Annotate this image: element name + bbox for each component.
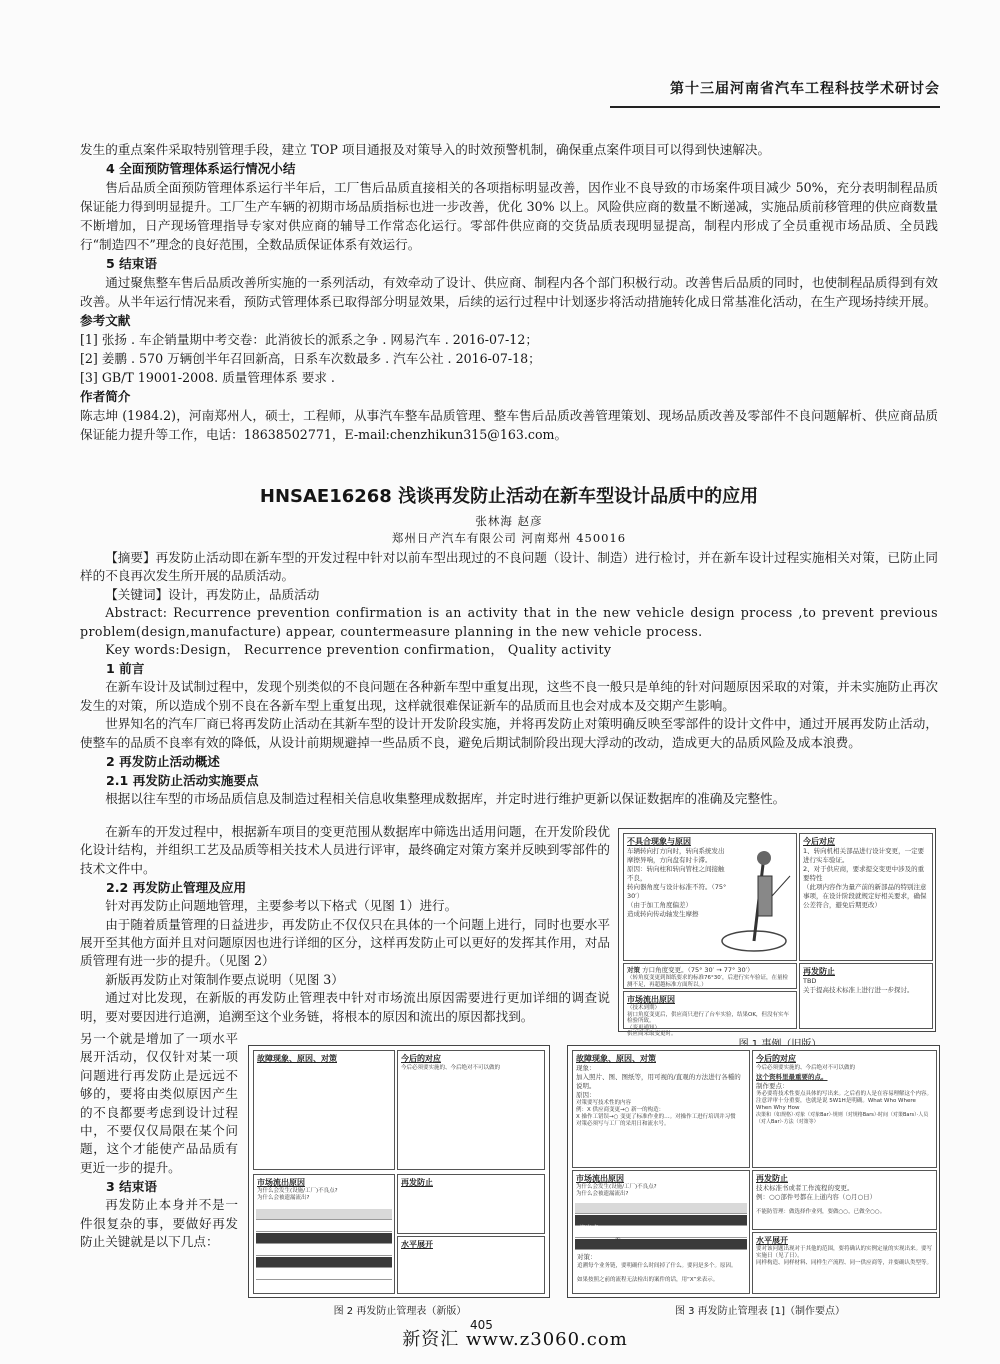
fig2-market-cell: 市场流出原因 为什么会发生(设施/工厂)不良点? 为什么会被遗漏流出? [253, 1174, 395, 1294]
paragraph: 通过聚焦整车售后品质改善所实施的一系列活动，有效牵动了设计、供应商、制程内各个部门积极行动。改善售后品质的同时，也使制程品质得到有效改善。从半年运行情况来看，预防式管理体系已取得部分明显效果，后续的运行过程中计划逐步将活动措施转化成日常基准化活动，在生产现场持续开展。 [80, 275, 938, 309]
section-heading: 5 结束语 [106, 256, 157, 271]
paragraph: 由于随着质量管理的日益进步，再发防止不仅仅只在具体的一个问题上进行，同时也要水平展开至其他方面并且对问题原因也进行详细的区分，这样再发防止可以更好的发挥其作用，对品质管理有进一步的提升。（见图 2） [80, 916, 610, 969]
conference-header: 第十三届河南省汽车工程科技学术研讨会 [670, 81, 940, 97]
reference-item: [2] 姜鹏 . 570 万辆创半年召回新高，日系车次数最多 . 汽车公社 . 2016-07-18； [80, 351, 541, 366]
steering-diagram [724, 846, 794, 956]
fig2-horizontal-cell: 水平展开 [397, 1236, 545, 1294]
section-heading: 1 前言 [106, 661, 145, 677]
keywords-cn: 【关键词】设计，再发防止，品质活动 [105, 586, 320, 602]
fig3-horizontal-cell: 水平展开 要对该问题出现对于其他的范围，要将确认的实例定量的实现出来。要写实施日（见了日）。 同样构造、同样材料、同样生产流程、同一供应商等，并要确认类型等。 [752, 1232, 937, 1294]
fig1-phenomenon-cell: 不具合现象与原因 车辆转向打方向时，转向系统发出摩擦异响，方向盘有时卡滞。 原因：转向柱和转向管柱之间接触不良， 转向器角度与设计标准不符。（75° 30′） （由于加工角度偏差） 造成转向传动轴发生摩擦 [623, 833, 797, 961]
paragraph: 根据以往车型的市场品质信息及制造过程相关信息收集整理成数据库，并定时进行维护更新以保证数据库的准确及完整性。 [105, 791, 786, 807]
fig3-market-cell: 市场流出原因 为什么会发生(设施/工厂)不良点? 为什么会被遗漏流出? 流出点 对策： 追溯每个业务链，要明确什么时间掉了什么。要问是多个。原因。 如果按照之前的流程无法检出的案件的话，用“X”来表示。 [572, 1170, 750, 1294]
fig3-prevention-cell: 再发防止 技术标准书或者工作流程的变更。 例：○○部件号都在上道内容（○月○日） 不能防管理：做选择作业列，要做○○，已做全○○。 [752, 1170, 937, 1230]
section-heading: 3 结束语 [106, 1179, 157, 1195]
figure-3-caption: 图 3 再发防止管理表 [1]（制作要点） [674, 1306, 846, 1317]
watermark: 新资汇 www.z3060.com [402, 1329, 628, 1350]
author-bio-heading: 作者简介 [80, 389, 131, 404]
paragraph: 另一个就是增加了一项水平展开活动，仅仅针对某一项问题进行再发防止是远远不够的，要将由类似原因产生的不良都要考虑到设计过程中，不要仅仅局限在某个问题，这个才能使产品品质有更近一步的提升。 [80, 1031, 238, 1175]
paragraph: 针对再发防止问题地管理，主要参考以下格式（见图 1）进行。 [105, 898, 458, 914]
reference-item: [1] 张扬 . 车企销量期中考交卷：此消彼长的派系之争 . 网易汽车 . 2016-07-12； [80, 332, 538, 347]
subsection-heading: 2.2 再发防止管理及应用 [106, 880, 247, 896]
fig3-phenomenon-cell: 故障现象、原因、对策 现象： 加入照片、图、图纸等，用可视的/直观的方法进行各種的说明。 原因： 对策要写技术性的内容 例：X 供应商变更→○ 新一的构造： X 操作工错误→○ 变更了标准作业的…。对操作工进行培训并习惯 对策必须写与工厂的采用日和流水号。 [572, 1050, 750, 1168]
section-heading: 2 再发防止活动概述 [106, 754, 220, 770]
author-bio: 陈志坤 (1984.2)，河南郑州人，硕士，工程师，从事汽车整车品质管理、整车售后品质改善管理策划、现场品质改善及零部件不良问题解析、供应商品质保证能力提升等工作，电话：18638502771，E-mail:chenzhikun315@163.com。 [80, 408, 938, 442]
paragraph: 通过对比发现，在新版的再发防止管理表中针对市场流出原因需要进行更加详细的调查说明，要对要因进行追溯，追溯至这个业务链，将根本的原因和流出的原因都找到。 [80, 990, 610, 1024]
fig2-prevention-cell: 再发防止 [397, 1174, 545, 1234]
fig2-phenomenon-cell: 故障现象、原因、对策 [253, 1050, 395, 1170]
article-affiliation: 郑州日产汽车有限公司 河南郑州 450016 [391, 531, 627, 545]
fig1-prevention-cell: 再发防止 TBD 关于提高技术标准上进行进一步探讨。 [799, 963, 933, 1029]
figure-2 [248, 1045, 550, 1298]
figure-3 [567, 1045, 940, 1298]
references-heading: 参考文献 [80, 313, 131, 328]
fig1-future-cell: 今后对应 1、转向机相关部品进行设计变更，一定要进行实车验证。 2、对于供应商，要求提交变更中涉及的重要特性 （此项内容作为量产前的新部品的特别注意事项，在设计阶段就规定好相关要求，确保公差符合，避免后期更改） [799, 833, 933, 961]
abstract-cn: 【摘要】再发防止活动即在新车型的开发过程中针对以前车型出现过的不良问题（设计、制造）进行检讨，并在新车设计过程实施相关对策，已防止同样的不良再次发生所开展的品质活动。 [80, 550, 938, 584]
paragraph: 世界知名的汽车厂商已将再发防止活动在其新车型的设计开发阶段实施，并将再发防止对策明确反映至零部件的设计文件中，通过开展再发防止活动，使整车的品质不良率有效的降低，从设计前期规避掉一些品质不良，避免后期试制阶段出现大浮动的改动，造成更大的品质风险及成本浪费。 [80, 716, 938, 750]
fig2-future-cell: 今后的对应 今后必须要实施的、今后绝对不可以做的 [397, 1050, 545, 1170]
reference-item: [3] GB/T 19001-2008. 质量管理体系 要求 . [80, 370, 335, 385]
header-rule [610, 106, 940, 108]
article-title: HNSAE16268 浅谈再发防止活动在新车型设计品质中的应用 [259, 486, 759, 507]
subsection-heading: 2.1 再发防止活动实施要点 [106, 773, 259, 789]
figure-2-caption: 图 2 再发防止管理表（新版） [333, 1306, 467, 1317]
paragraph: 再发防止本身并不是一件很复杂的事，要做好再发防止关键就是以下几点： [80, 1197, 238, 1250]
page-number: 405 [470, 1318, 493, 1332]
article-authors: 张林海 赵彦 [475, 514, 543, 528]
figure-1 [618, 828, 936, 1037]
article-body-column [80, 823, 610, 1026]
paragraph: 在新车的开发过程中，根据新车项目的变更范围从数据库中筛选出适用问题，在开发阶段优化设计结构，并组织工艺及品质等相关技术人员进行评审，最终确定对策方案并反映到零部件的技术文件中。 [80, 824, 610, 876]
article-body-full [80, 549, 938, 808]
keywords-en: Key words:Design， Recurrence prevention confirmation， Quality activity [105, 642, 612, 658]
fig3-future-cell: 今后的对应 今后必须要实施的、今后绝对不可以做的 这个资料里最重要的点。 制作要点： 务必要将技术性要点具体的写出来。之后看的人是在容易理解这个内容。注意评审十分重要，也就是说 5W1H是明确。What Who Where When Why How 决策和（如规格）·对象（对象Bar）·规则（对规格Bars）·时间（对策Bars）·人员（对人Bar）·方法（对策等） [752, 1050, 937, 1168]
section-heading: 4 全面预防管理体系运行情况小结 [106, 161, 296, 176]
paragraph: 售后品质全面预防管理体系运行半年后，工厂售后品质直接相关的各项指标明显改善，因作业不良导致的市场案件项目减少 50%，充分表明制程品质保证能力得到明显提升。工厂生产车辆的初期市场品质指标也进一步改善，优化 30% 以上。风险供应商的数量不断递减，实施品质前移管理的供应商数量不断增加，日产现场管理指导专家对供应商的辅导工作常态化运行。零部件供应商的交货品质表现明显提高，制程内形成了全员重视市场品质、全员践行“制造四不”理念的良好范围，全数品质保证体系有效运行。 [80, 180, 938, 252]
paragraph: 在新车设计及试制过程中，发现个别类似的不良问题在各种新车型中重复出现，这些不良一般只是单纯的针对问题原因采取的对策，并未实施防止再次发生的对策，所以造成个别不良在各新车型上重复出现，这样就很难保证新车的品质而且也会对成本及交期产生影响。 [80, 679, 938, 713]
paragraph: 发生的重点案件采取特别管理手段，建立 TOP 项目通报及对策导入的时效预警机制，确保重点案件项目可以得到快速解决。 [80, 142, 771, 157]
article-body-narrow [80, 1030, 238, 1251]
fig1-market-cell: 市场流出原因 （技术到期） 初口角度变更后，供应商只进行了台车实验，结果OK，但没有实车检验所致。 （变更通知） 供应商采取变更时。 [623, 991, 797, 1029]
paragraph: 新版再发防止对策制作要点说明（见图 3） [105, 971, 344, 987]
abstract-en: Abstract: Recurrence prevention confirmation is an activity that in the new vehicle design process ,to prevent previous problem(design,manufacture) appear, countermeasure planning in the new vehicle process. [80, 605, 938, 639]
fig1-countermeasure-cell: 对策 方口角度变更。（75° 30′ → 77° 30′） （转角度变更到图纸要求的标准76°30′，后进行实车验证，在量检测不足，再超越标准方面所以。） [623, 963, 797, 989]
previous-article [80, 140, 938, 444]
